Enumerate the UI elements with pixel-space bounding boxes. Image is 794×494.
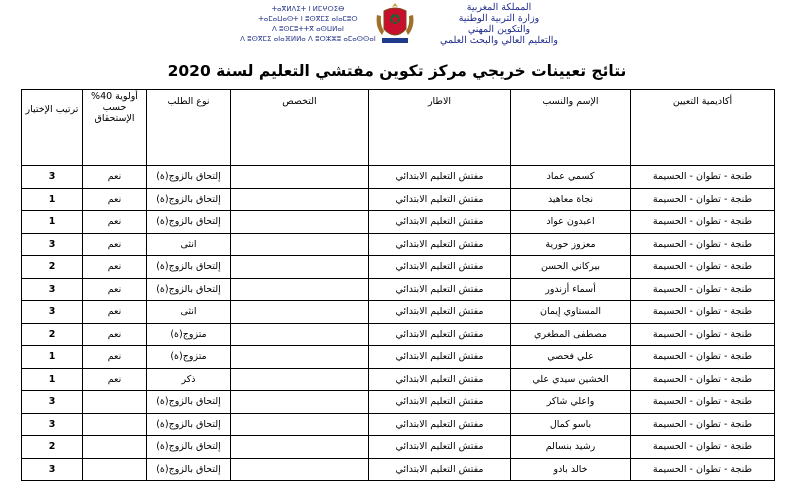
cell-academy: طنجة - تطوان - الحسيمة	[631, 211, 775, 234]
cell-specialty	[231, 166, 369, 189]
header-academy: أكاديمية التعيين	[631, 90, 775, 166]
cell-rank: 1	[22, 368, 83, 391]
header-name: الإسم والنسب	[511, 90, 631, 166]
table-row	[22, 166, 775, 189]
cell-priority: نعم	[83, 346, 147, 369]
cell-name: كسمي عماد	[511, 166, 631, 189]
cell-rank: 3	[22, 458, 83, 481]
cell-request-type: إلتحاق بالزوج(ة)	[147, 436, 231, 459]
cell-frame: مفتش التعليم الابتدائي	[369, 166, 511, 189]
cell-name: مصطفى المطغري	[511, 323, 631, 346]
cell-priority	[83, 413, 147, 436]
table-row	[22, 323, 775, 346]
cell-academy: طنجة - تطوان - الحسيمة	[631, 413, 775, 436]
cell-name: رشيد بنسالم	[511, 436, 631, 459]
cell-request-type: ذكر	[147, 368, 231, 391]
moroccan-coat-of-arms-icon	[372, 1, 418, 47]
arabic-header-line: والتعليم العالي والبحث العلمي	[440, 35, 558, 46]
table-row	[22, 413, 775, 436]
cell-specialty	[231, 301, 369, 324]
cell-rank: 2	[22, 436, 83, 459]
header-priority: أولوية 40% حسب الإستحقاق	[83, 90, 147, 166]
cell-name: المستاوي إيمان	[511, 301, 631, 324]
tifinagh-line: ⴷ ⵓⵙⵎⵓⵜⵜⴳ ⴰⵙⵡⵍⴰⵏ	[271, 25, 344, 33]
cell-priority: نعم	[83, 256, 147, 279]
cell-frame: مفتش التعليم الابتدائي	[369, 436, 511, 459]
cell-academy: طنجة - تطوان - الحسيمة	[631, 166, 775, 189]
cell-frame: مفتش التعليم الابتدائي	[369, 413, 511, 436]
cell-frame: مفتش التعليم الابتدائي	[369, 458, 511, 481]
cell-name: معزوز حورية	[511, 233, 631, 256]
appointments-table	[21, 89, 775, 481]
cell-frame: مفتش التعليم الابتدائي	[369, 188, 511, 211]
cell-specialty	[231, 436, 369, 459]
cell-priority	[83, 458, 147, 481]
table-row	[22, 233, 775, 256]
cell-specialty	[231, 458, 369, 481]
cell-request-type: إلتحاق بالزوج(ة)	[147, 413, 231, 436]
table-row	[22, 256, 775, 279]
cell-frame: مفتش التعليم الابتدائي	[369, 346, 511, 369]
cell-academy: طنجة - تطوان - الحسيمة	[631, 233, 775, 256]
cell-rank: 1	[22, 346, 83, 369]
cell-name: الخشين سيدي علي	[511, 368, 631, 391]
cell-name: أسماء أزندور	[511, 278, 631, 301]
cell-specialty	[231, 413, 369, 436]
cell-frame: مفتش التعليم الابتدائي	[369, 301, 511, 324]
cell-priority: نعم	[83, 166, 147, 189]
cell-priority: نعم	[83, 188, 147, 211]
cell-request-type: إلتحاق بالزوج(ة)	[147, 166, 231, 189]
cell-request-type: إلتحاق بالزوج(ة)	[147, 391, 231, 414]
cell-specialty	[231, 256, 369, 279]
cell-rank: 3	[22, 391, 83, 414]
cell-frame: مفتش التعليم الابتدائي	[369, 391, 511, 414]
cell-request-type: إلتحاق بالزوج(ة)	[147, 458, 231, 481]
cell-priority: نعم	[83, 301, 147, 324]
cell-name: اعبدون عواد	[511, 211, 631, 234]
cell-frame: مفتش التعليم الابتدائي	[369, 368, 511, 391]
arabic-header-line: والتكوين المهني	[467, 24, 531, 35]
cell-priority: نعم	[83, 323, 147, 346]
cell-priority	[83, 436, 147, 459]
cell-specialty	[231, 211, 369, 234]
cell-specialty	[231, 346, 369, 369]
tifinagh-line: ⴷ ⵓⵙⴳⵎⵉ ⴰⵏⴰⴼⵍⵍⴰ ⴷ ⵓⵔⵣⵣⵓ ⴰⵎⴰⵙⵙⴰⵏ	[240, 35, 376, 43]
cell-frame: مفتش التعليم الابتدائي	[369, 256, 511, 279]
cell-request-type: إلتحاق بالزوج(ة)	[147, 211, 231, 234]
cell-name: نجاة معاهيد	[511, 188, 631, 211]
cell-request-type: انثى	[147, 233, 231, 256]
cell-rank: 3	[22, 166, 83, 189]
cell-request-type: انثى	[147, 301, 231, 324]
cell-priority	[83, 391, 147, 414]
cell-rank: 3	[22, 413, 83, 436]
cell-frame: مفتش التعليم الابتدائي	[369, 278, 511, 301]
table-header-row	[22, 90, 775, 166]
cell-name: علي فحصي	[511, 346, 631, 369]
table-row	[22, 278, 775, 301]
cell-name: باسو كمال	[511, 413, 631, 436]
cell-frame: مفتش التعليم الابتدائي	[369, 211, 511, 234]
tifinagh-line: ⵜⴰⵎⴰⵡⴰⵙⵜ ⵏ ⵓⵙⴳⵎⵉ ⴰⵏⴰⵎⵓⵔ	[258, 15, 358, 23]
cell-request-type: متزوج(ة)	[147, 346, 231, 369]
tifinagh-ministry-name	[238, 4, 378, 44]
cell-specialty	[231, 323, 369, 346]
cell-rank: 2	[22, 256, 83, 279]
cell-rank: 3	[22, 233, 83, 256]
cell-request-type: إلتحاق بالزوج(ة)	[147, 188, 231, 211]
cell-academy: طنجة - تطوان - الحسيمة	[631, 391, 775, 414]
cell-request-type: إلتحاق بالزوج(ة)	[147, 278, 231, 301]
arabic-header-line: المملكة المغربية	[466, 2, 532, 13]
table-row	[22, 368, 775, 391]
arabic-ministry-name	[424, 2, 574, 46]
table-row	[22, 211, 775, 234]
cell-specialty	[231, 368, 369, 391]
cell-rank: 1	[22, 211, 83, 234]
cell-academy: طنجة - تطوان - الحسيمة	[631, 458, 775, 481]
cell-rank: 3	[22, 278, 83, 301]
cell-priority: نعم	[83, 233, 147, 256]
cell-rank: 1	[22, 188, 83, 211]
cell-academy: طنجة - تطوان - الحسيمة	[631, 188, 775, 211]
table-row	[22, 301, 775, 324]
table-row	[22, 346, 775, 369]
header-frame: الاطار	[369, 90, 511, 166]
tifinagh-line: ⵜⴰⴳⵍⴷⵉⵜ ⵏ ⵍⵎⵖⵔⵉⴱ	[271, 5, 345, 13]
cell-academy: طنجة - تطوان - الحسيمة	[631, 346, 775, 369]
table-row	[22, 436, 775, 459]
cell-academy: طنجة - تطوان - الحسيمة	[631, 301, 775, 324]
cell-rank: 3	[22, 301, 83, 324]
cell-academy: طنجة - تطوان - الحسيمة	[631, 278, 775, 301]
cell-name: واعلي شاكر	[511, 391, 631, 414]
table-row	[22, 391, 775, 414]
header-rank: ترتيب الإختيار	[22, 90, 83, 166]
table-body	[22, 166, 775, 481]
cell-specialty	[231, 278, 369, 301]
page-title: نتائج تعيينات خريجي مركز تكوين مفتشي التعليم لسنة 2020	[167, 62, 627, 80]
cell-rank: 2	[22, 323, 83, 346]
cell-frame: مفتش التعليم الابتدائي	[369, 323, 511, 346]
cell-academy: طنجة - تطوان - الحسيمة	[631, 436, 775, 459]
cell-priority: نعم	[83, 211, 147, 234]
cell-request-type: إلتحاق بالزوج(ة)	[147, 256, 231, 279]
arabic-header-line: وزارة التربية الوطنية	[458, 13, 540, 24]
cell-specialty	[231, 391, 369, 414]
cell-academy: طنجة - تطوان - الحسيمة	[631, 323, 775, 346]
table-row	[22, 458, 775, 481]
table-row	[22, 188, 775, 211]
cell-academy: طنجة - تطوان - الحسيمة	[631, 368, 775, 391]
cell-name: خالد بادو	[511, 458, 631, 481]
header-request-type: نوع الطلب	[147, 90, 231, 166]
cell-specialty	[231, 188, 369, 211]
cell-priority: نعم	[83, 278, 147, 301]
cell-frame: مفتش التعليم الابتدائي	[369, 233, 511, 256]
cell-academy: طنجة - تطوان - الحسيمة	[631, 256, 775, 279]
cell-name: بيركاني الحسن	[511, 256, 631, 279]
letterhead	[0, 0, 794, 62]
cell-request-type: متزوج(ة)	[147, 323, 231, 346]
header-specialty: التخصص	[231, 90, 369, 166]
cell-priority: نعم	[83, 368, 147, 391]
cell-specialty	[231, 233, 369, 256]
